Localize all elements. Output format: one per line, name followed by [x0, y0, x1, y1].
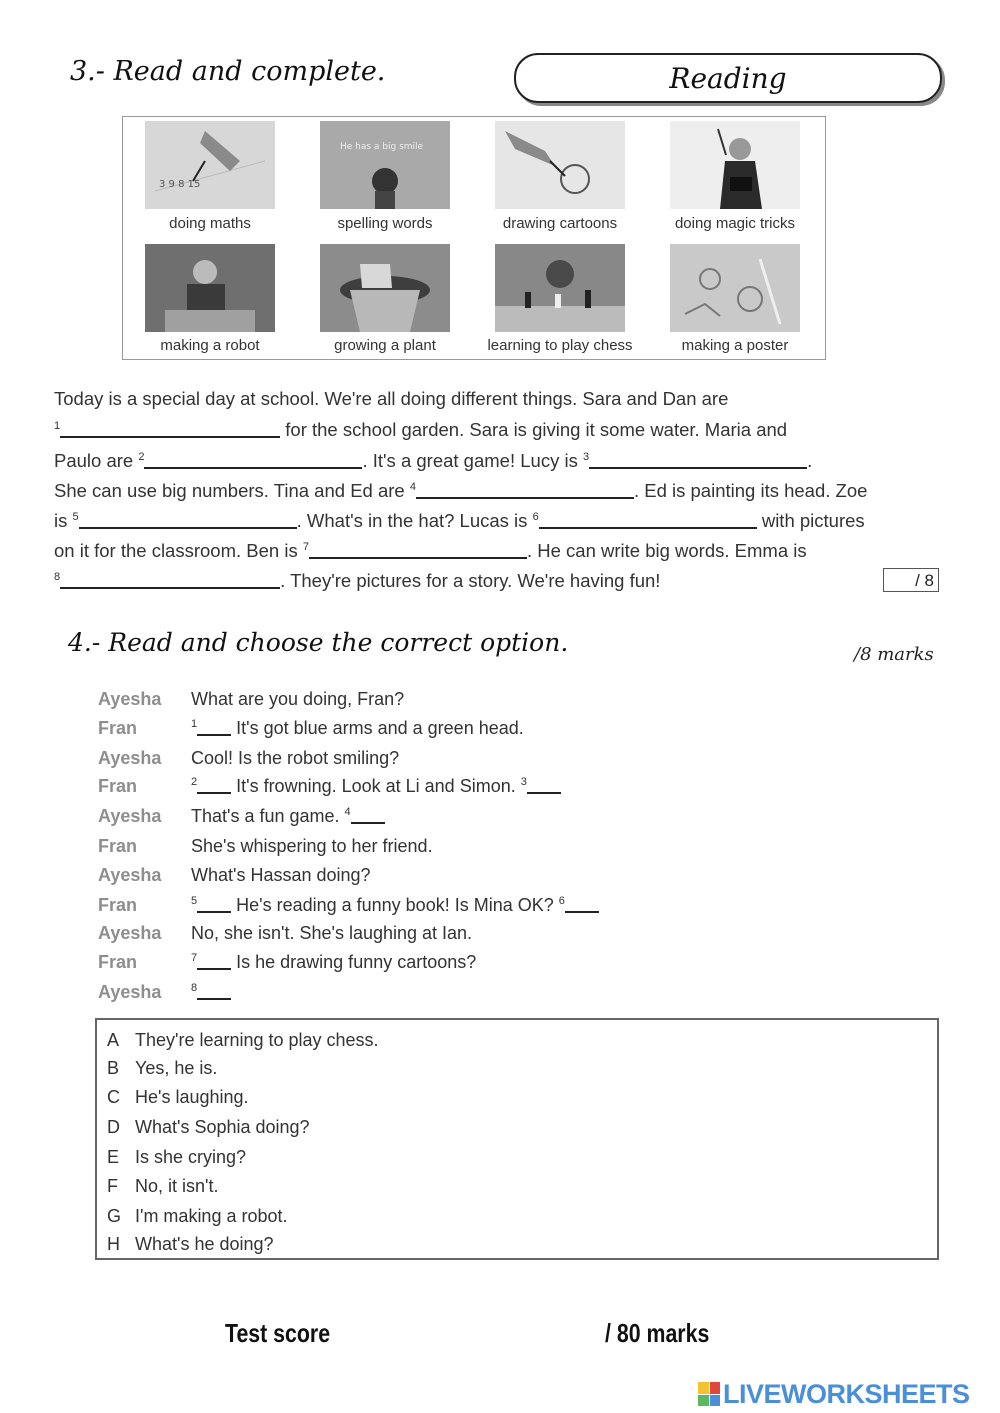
gap-2-input[interactable] [197, 776, 231, 794]
caption-doing-maths: doing maths [169, 215, 251, 232]
speaker-name: Ayesha [98, 982, 162, 1002]
dialogue-line [191, 922, 472, 944]
magic-tricks-photo [670, 121, 800, 209]
dialogue-line [191, 747, 399, 769]
blank-4-input[interactable] [416, 479, 634, 499]
drawing-cartoons-photo [495, 121, 625, 209]
options-box [95, 1018, 939, 1260]
speaker-name: Fran [98, 952, 138, 972]
gap-number: 6 [558, 895, 565, 907]
dialogue-text: What are you doing, Fran? [191, 689, 405, 709]
speaker-name: Ayesha [98, 923, 162, 943]
dialogue-line [191, 864, 371, 886]
option-c: C He's laughing. [107, 1087, 249, 1107]
blank-3-input[interactable] [589, 449, 807, 469]
liveworksheets-wordmark: LIVEWORKSHEETS [723, 1378, 970, 1409]
paragraph-line: $^8$ . They're pictures for a story. We're having fun! [54, 570, 661, 591]
dialogue-text: What's Hassan doing? [191, 865, 371, 885]
blank-8-input[interactable] [60, 569, 280, 589]
gap-6-input[interactable] [565, 895, 599, 913]
gap-number: 8 [191, 982, 198, 994]
paragraph-line: She can use big numbers. Tina and Ed are $^4$ . Ed is painting its head. Zoe [54, 480, 868, 501]
dialogue-text: Cool! Is the robot smiling? [191, 748, 400, 768]
logo-square [698, 1382, 709, 1394]
paragraph-line: $^1$ for the school garden. Sara is giving it some water. Maria and [54, 419, 788, 440]
gap-3-input[interactable] [527, 776, 561, 794]
paragraph-line: Today is a special day at school. We're all doing different things. Sara and Dan are [54, 388, 729, 409]
caption-spelling-words: spelling words [337, 215, 433, 232]
gap-5-input[interactable] [197, 895, 231, 913]
speaker-name: Ayesha [98, 689, 162, 709]
option-a: A They're learning to play chess. [107, 1030, 379, 1050]
paragraph-line: Paulo are $^2$ . It's a great game! Lucy is $^3$ . [54, 450, 813, 471]
caption-growing-a-plant: growing a plant [334, 337, 436, 354]
section-4-marks: /8 marks [854, 644, 934, 665]
dialogue-line [191, 951, 476, 973]
liveworksheets-mark-icon [698, 1382, 720, 1406]
blank-2-input[interactable] [144, 449, 362, 469]
picture-grid [122, 116, 826, 360]
svg-text:3 9 8 15: 3 9 8 15 [159, 179, 201, 190]
dialogue-text: It's frowning. Look at Li and Simon. [231, 776, 521, 796]
gap-4-input[interactable] [351, 806, 385, 824]
dialogue-text: No, she isn't. She's laughing at Ian. [191, 923, 473, 943]
dialogue-line [191, 894, 599, 916]
gap-8-input[interactable] [197, 982, 231, 1000]
speaker-name: Ayesha [98, 806, 162, 826]
reading-banner: Reading [514, 53, 942, 103]
section-4-title: 4.- Read and choose the correct option. [68, 628, 569, 657]
poster-photo [670, 244, 800, 332]
dialogue-text: He's reading a funny book! Is Mina OK? [231, 895, 559, 915]
gap-1-input[interactable] [197, 718, 231, 736]
dialogue-text: That's a fun game. [191, 806, 345, 826]
speaker-name: Fran [98, 718, 138, 738]
caption-making-a-poster: making a poster [681, 337, 789, 354]
gap-number: 2 [191, 776, 198, 788]
caption-making-a-robot: making a robot [160, 337, 260, 354]
doing-maths-photo [145, 121, 275, 209]
blank-5-input[interactable] [79, 509, 297, 529]
svg-text:He has a big smile: He has a big smile [340, 142, 424, 152]
option-e: E Is she crying? [107, 1147, 247, 1167]
spelling-words-photo [320, 121, 450, 209]
paragraph-line: is $^5$ . What's in the hat? Lucas is $^6$ with pictures [54, 510, 865, 531]
total-marks: / 80 marks [605, 1318, 710, 1348]
paragraph-line: on it for the classroom. Ben is $^7$ . He can write big words. Emma is [54, 540, 807, 561]
chess-photo [495, 244, 625, 332]
speaker-name: Ayesha [98, 748, 162, 768]
gap-number: 4 [344, 806, 351, 818]
blank-6-input[interactable] [539, 509, 757, 529]
speaker-name: Fran [98, 836, 138, 856]
logo-square [710, 1395, 721, 1407]
option-b: B Yes, he is. [107, 1058, 218, 1078]
logo-square [698, 1395, 709, 1407]
logo-square [710, 1382, 721, 1394]
gap-7-input[interactable] [197, 952, 231, 970]
section-3-title: 3.- Read and complete. [70, 56, 386, 87]
gap-number: 3 [520, 776, 527, 788]
test-score-label: Test score [225, 1318, 331, 1348]
option-h: H What's he doing? [107, 1234, 274, 1254]
gap-number: 7 [191, 952, 198, 964]
growing-plant-photo [320, 244, 450, 332]
gap-number: 1 [191, 718, 198, 730]
dialogue-text: Is he drawing funny cartoons? [231, 952, 477, 972]
caption-drawing-cartoons: drawing cartoons [502, 215, 618, 232]
dialogue-text: She's whispering to her friend. [191, 836, 433, 856]
dialogue-line [191, 717, 524, 739]
caption-doing-magic-tricks: doing magic tricks [674, 215, 796, 232]
dialogue-text: It's got blue arms and a green head. [231, 718, 524, 738]
dialogue-line [191, 805, 385, 827]
making-robot-photo [145, 244, 275, 332]
section-3-score-box: / 8 [883, 568, 939, 592]
dialogue-line [191, 981, 231, 1003]
liveworksheets-logo[interactable] [698, 1380, 970, 1408]
dialogue-line [191, 688, 404, 710]
speaker-name: Fran [98, 776, 138, 796]
speaker-name: Fran [98, 895, 138, 915]
blank-1-input[interactable] [60, 418, 280, 438]
dialogue-line [191, 775, 561, 797]
dialogue-line [191, 835, 433, 857]
option-f: F No, it isn't. [107, 1176, 219, 1196]
blank-7-input[interactable] [309, 539, 527, 559]
speaker-name: Ayesha [98, 865, 162, 885]
gap-number: 5 [191, 895, 198, 907]
option-g: G I'm making a robot. [107, 1206, 288, 1226]
option-d: D What's Sophia doing? [107, 1117, 310, 1137]
caption-learning-to-play-chess: learning to play chess [487, 337, 633, 354]
